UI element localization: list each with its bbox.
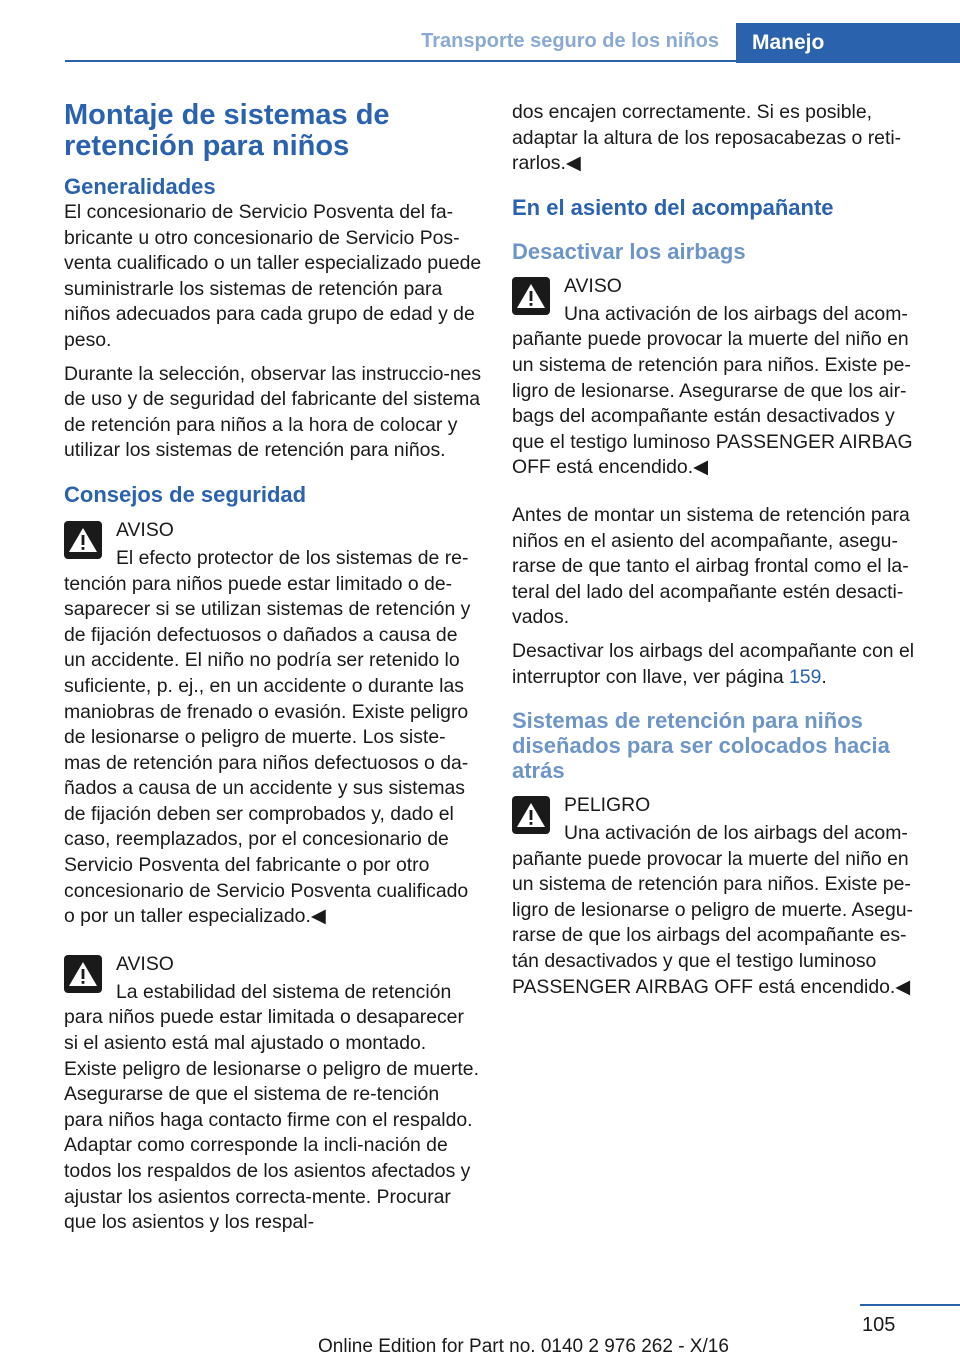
- paragraph-deactivate-end: .: [821, 665, 827, 688]
- right-column: [512, 100, 930, 1022]
- footer-rule: [860, 1304, 960, 1306]
- page-link[interactable]: 159: [789, 665, 822, 688]
- warning-block-2: [64, 952, 482, 1236]
- warning-label: AVISO: [564, 274, 622, 297]
- warning-label: AVISO: [116, 518, 174, 541]
- deactivate-airbags-heading: Desactivar los airbags: [512, 238, 746, 264]
- paragraph-deactivate: [512, 639, 930, 690]
- warning-block-1: [64, 518, 482, 930]
- warning-triangle-icon: [512, 796, 550, 834]
- page-title: Montaje de sistemas de retención para niños: [64, 99, 390, 162]
- edition-note: Online Edition for Part no. 0140 2 976 262 - X/16: [318, 1336, 729, 1357]
- paragraph-deactivate-text: Desactivar los airbags del acompañante con el interruptor con llave, ver página: [512, 639, 915, 688]
- header-chapter-tab[interactable]: Manejo: [736, 23, 960, 63]
- general-heading: Generalidades: [64, 174, 216, 199]
- passenger-seat-heading: En el asiento del acompañante: [512, 194, 834, 220]
- warning-text: Una activación de los airbags del acom-pañante puede provocar la muerte del niño en un sistema de retención para niños. Existe pe-ligro de lesionarse. Asegurarse de que los air-bags del acompañante están desactivados y que el testigo luminoso PASSENGER AIRBAG OFF está encendido.◀: [512, 302, 913, 479]
- safety-heading: Consejos de seguridad: [64, 481, 307, 507]
- warning-block-3: [512, 274, 930, 481]
- warning-text: Una activación de los airbags del acom-pañante puede provocar la muerte del niño en un sistema de retención para niños. Existe pe-ligro de lesionarse o peligro de muerte. Asegu-rarse de que los airbags del acompañante es-tán desactivados y que el testigo luminoso PASSENGER AIRBAG OFF está encendido.◀: [512, 822, 913, 998]
- header-section-title: Transporte seguro de los niños: [421, 30, 719, 52]
- rear-facing-heading: Sistemas de retención para niños diseñados para ser colocados hacia atrás: [512, 708, 890, 784]
- general-paragraph-2: Durante la selección, observar las instruccio-nes de uso y de seguridad del fabricante del sistema de retención para niños a la hora de colocar y utilizar los sistemas de retención para niños.: [64, 362, 482, 462]
- page-number: 105: [862, 1314, 896, 1336]
- paragraph-before-mounting: Antes de montar un sistema de retención para niños en el asiento del acompañante, asegu-rarse de que tanto el airbag frontal como el la-teral del lado del acompañante estén desacti-vados.: [512, 503, 910, 629]
- warning-label: AVISO: [116, 952, 174, 975]
- warning-text: El efecto protector de los sistemas de re-tención para niños puede estar limitado o de-saparecer si se utilizan sistemas de retención y de fijación defectuosos o dañados a causa de un accidente. El niño no podría ser retenido lo suficiente, p. ej., en un accidente o durante las maniobras de frenado o evasión. Existe peligro de lesionarse o peligro de muerte. Los siste-mas de retención para niños defectuosos o da-ñados a causa de un accidente y sus sistemas de fijación deben ser comprobados y, dado el caso, reemplazados, por el concesionario de Servicio Posventa del fabricante o por otro concesionario de Servicio Posventa cualificado o por un taller especializado.◀: [64, 546, 471, 928]
- continued-text: dos encajen correctamente. Si es posible, adaptar la altura de los reposacabezas o reti-rarlos.◀: [512, 101, 902, 175]
- warning-triangle-icon: [64, 521, 102, 559]
- warning-triangle-icon: [512, 277, 550, 315]
- general-paragraph-1: El concesionario de Servicio Posventa del fa-bricante u otro concesionario de Servicio Pos-venta cualificado o un taller especializado puede suministrarle los sistemas de retención para niños adecuados para cada grupo de edad y de peso.: [64, 201, 482, 351]
- left-column: [64, 100, 482, 1258]
- warning-text: La estabilidad del sistema de retención para niños puede estar limitada o desaparecer si el asiento está mal ajustado o montado. Existe peligro de lesionarse o peligro de muerte. Asegurarse de que el sistema de re-tención para niños haga contacto firme con el respaldo. Adaptar como corresponde la incli-nación de todos los respaldos de los asientos afectados y ajustar los asientos correcta-mente. Procurar que los asientos y los respal-: [64, 980, 479, 1234]
- danger-label: PELIGRO: [564, 794, 651, 817]
- warning-triangle-icon: [64, 955, 102, 993]
- warning-block-4: [512, 793, 930, 1000]
